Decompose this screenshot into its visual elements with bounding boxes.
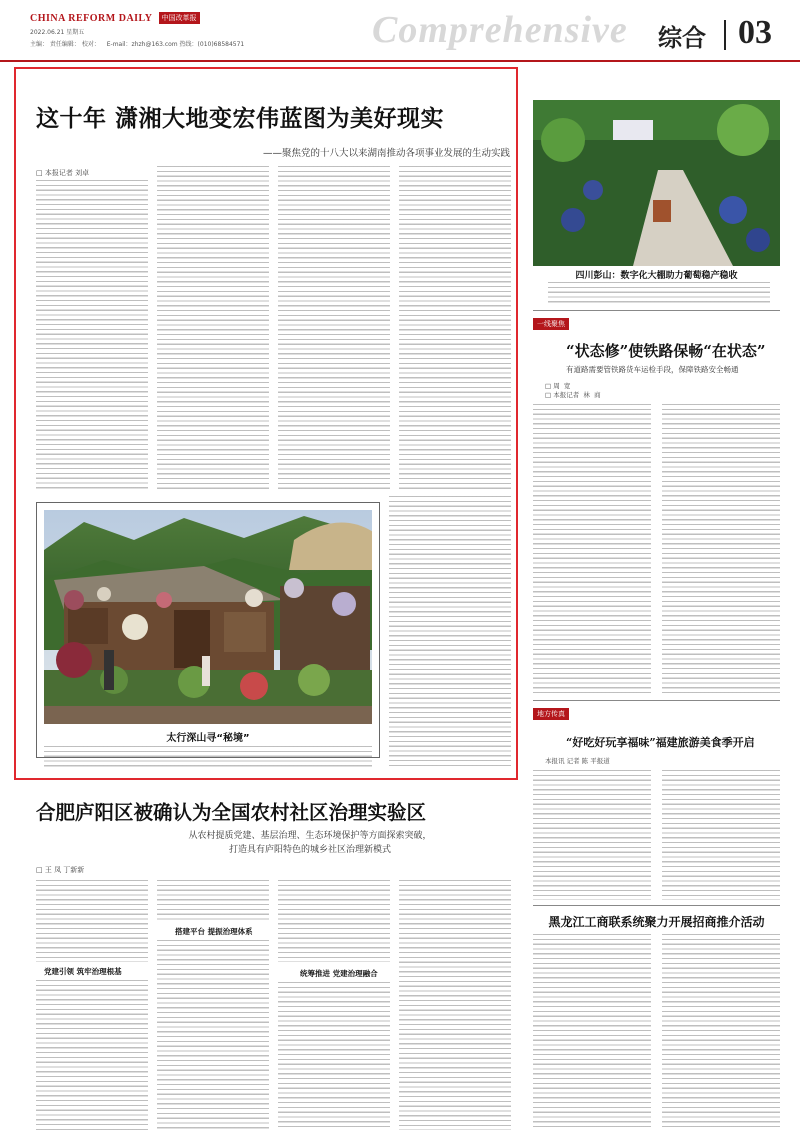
paper-name-row: [30, 12, 350, 24]
right-divider-3: [533, 905, 780, 906]
masthead-email: E-mail：zhzh@163.com 热线：(010)68584571: [106, 41, 245, 48]
masthead-date: 2022.06.21 星期五: [30, 29, 85, 36]
right-photo-caption: 四川彭山：数字化大棚助力葡萄稳产稳收: [575, 271, 738, 281]
right-photo-description: [548, 282, 770, 304]
right-article2-title[interactable]: “好吃好玩享福味”福建旅游美食季开启: [566, 736, 755, 749]
masthead: [0, 0, 800, 62]
bottom-article-column-3a: [278, 880, 390, 962]
masthead-info: [30, 12, 350, 48]
photo-illustration: [44, 510, 372, 724]
masthead-divider: [724, 20, 726, 50]
bottom-article-column-3b: [278, 982, 390, 1130]
photo-caption: 太行深山寻“秘境”: [166, 733, 250, 744]
bottom-article-byline: □ 王 凤 丁新新: [36, 866, 85, 874]
greenhouse-illustration: [533, 100, 780, 266]
right-article-column-2: [662, 404, 780, 694]
right-article-byline: □ 周 宽 □ 本报记者 林 商: [545, 382, 601, 399]
paper-name: CHINA REFORM DAILY: [30, 12, 153, 24]
bottom-section-heading-2: 搭建平台 提振治理体系: [175, 927, 253, 936]
right-section-tag-local: 地方传真: [533, 708, 569, 720]
section-name-chinese: 综合: [658, 24, 706, 52]
bottom-article-subtitle-1: 从农村提质党建、基层治理、生态环境保护等方面探索突破，: [188, 831, 432, 841]
main-article-column-1: [36, 180, 148, 490]
right-divider-2: [533, 700, 780, 701]
main-article-title[interactable]: 这十年 潇湘大地变宏伟蓝图为美好现实: [36, 105, 445, 132]
right-article-title[interactable]: “状态修”使铁路保畅“在状态”: [566, 342, 766, 360]
right-article2-byline: 本报讯 记者 陈 平报道: [545, 757, 610, 765]
main-article-subtitle: ——聚焦党的十八大以来湖南推动各项事业发展的生动实践: [262, 148, 510, 159]
masthead-contact-line: [30, 39, 350, 48]
bottom-article-subtitle-2: 打造具有庐阳特色的城乡社区治理新模式: [228, 845, 391, 855]
main-article-byline: □ 本报记者 刘卓: [36, 169, 90, 177]
page-number: 03: [738, 14, 772, 51]
right-divider-1: [533, 310, 780, 311]
bottom-article-column-1b: [36, 980, 148, 1130]
main-article-column-3: [278, 166, 390, 490]
right-article3-title[interactable]: 黑龙江工商联系统聚力开展招商推介活动: [548, 915, 765, 929]
photo-description: [44, 746, 372, 768]
bottom-article-column-2a: [157, 880, 269, 920]
right-article2-column-2: [662, 770, 780, 900]
bottom-article-column-2b: [157, 940, 269, 1130]
bottom-article-column-4: [399, 880, 511, 1130]
main-article-column-5: [389, 496, 511, 766]
bottom-section-heading-1: 党建引领 筑牢治理根基: [44, 967, 122, 976]
right-article3-column-1: [533, 934, 651, 1129]
mountain-cabin-photo[interactable]: [44, 510, 372, 724]
section-name-english: Comprehensive: [372, 9, 628, 51]
greenhouse-photo[interactable]: [533, 100, 780, 266]
paper-tag: 中国改革报: [159, 12, 200, 24]
bottom-article-title[interactable]: 合肥庐阳区被确认为全国农村社区治理实验区: [36, 801, 427, 824]
right-article-column-1: [533, 404, 651, 694]
right-article2-column-1: [533, 770, 651, 900]
bottom-section-heading-3: 统筹推进 党建治理融合: [300, 969, 378, 978]
main-article-column-2: [157, 166, 269, 490]
main-article-column-4: [399, 166, 511, 490]
masthead-editor: 主编： 责任编辑： 校对：: [30, 41, 100, 48]
bottom-article-column-1a: [36, 880, 148, 962]
right-section-tag-frontline: 一线聚焦: [533, 318, 569, 330]
right-article-subtitle: 有道路需要管铁路货车运检手段，保障铁路安全畅通: [566, 365, 739, 374]
right-article3-column-2: [662, 934, 780, 1129]
